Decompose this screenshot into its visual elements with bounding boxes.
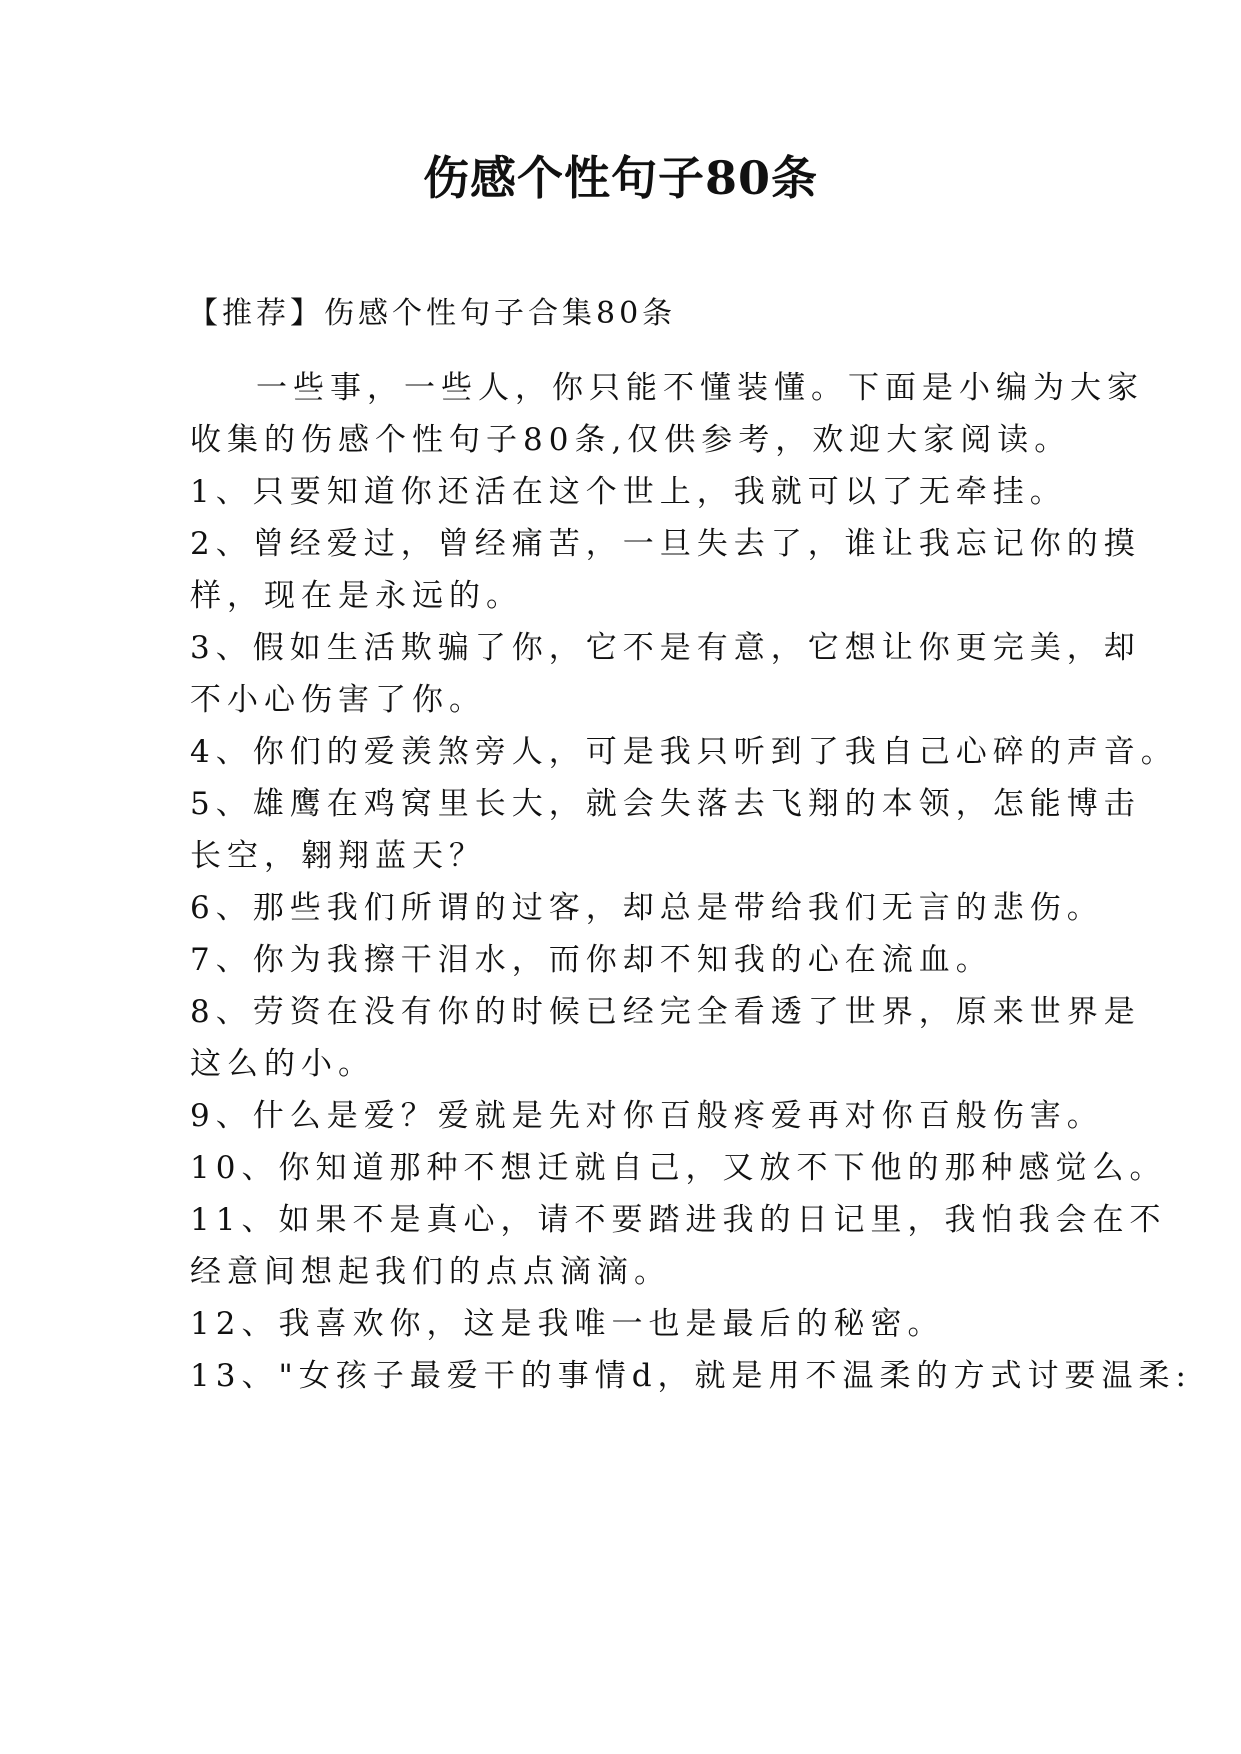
item-line: 样，现在是永远的。 xyxy=(190,578,523,614)
item-line: 12、我喜欢你，这是我唯一也是最后的秘密。 xyxy=(190,1306,945,1342)
document-title: 伤感个性句子80条 xyxy=(422,151,818,205)
item-line: 长空，翱翔蓝天？ xyxy=(190,838,486,874)
item-line: 7、你为我擦干泪水，而你却不知我的心在流血。 xyxy=(190,942,993,978)
document-subtitle: 【推荐】伤感个性句子合集80条 xyxy=(188,296,677,331)
item-line: 10、你知道那种不想迁就自己，又放不下他的那种感觉么。 xyxy=(190,1150,1167,1186)
item-line: 13、"女孩子最爱干的事情d，就是用不温柔的方式讨要温柔: xyxy=(190,1358,1192,1394)
item-line: 4、你们的爱羡煞旁人，可是我只听到了我自己心碎的声音。 xyxy=(190,734,1178,770)
intro-line-1: 一些事，一些人，你只能不懂装懂。下面是小编为大家 xyxy=(256,370,1144,406)
item-line: 不小心伤害了你。 xyxy=(190,682,486,718)
item-line: 5、雄鹰在鸡窝里长大，就会失落去飞翔的本领，怎能博击 xyxy=(190,786,1141,822)
intro-line-2: 收集的伤感个性句子80条,仅供参考，欢迎大家阅读。 xyxy=(190,422,1072,458)
item-line: 8、劳资在没有你的时候已经完全看透了世界，原来世界是 xyxy=(190,994,1141,1030)
item-line: 11、如果不是真心，请不要踏进我的日记里，我怕我会在不 xyxy=(190,1202,1167,1238)
item-line: 1、只要知道你还活在这个世上，我就可以了无牵挂。 xyxy=(190,474,1067,510)
item-line: 2、曾经爱过，曾经痛苦，一旦失去了，谁让我忘记你的摸 xyxy=(190,526,1141,562)
item-line: 3、假如生活欺骗了你，它不是有意，它想让你更完美，却 xyxy=(190,630,1141,666)
item-line: 经意间想起我们的点点滴滴。 xyxy=(190,1254,671,1290)
item-line: 这么的小。 xyxy=(190,1046,375,1082)
item-line: 6、那些我们所谓的过客，却总是带给我们无言的悲伤。 xyxy=(190,890,1104,926)
item-line: 9、什么是爱？爱就是先对你百般疼爱再对你百般伤害。 xyxy=(190,1098,1104,1134)
